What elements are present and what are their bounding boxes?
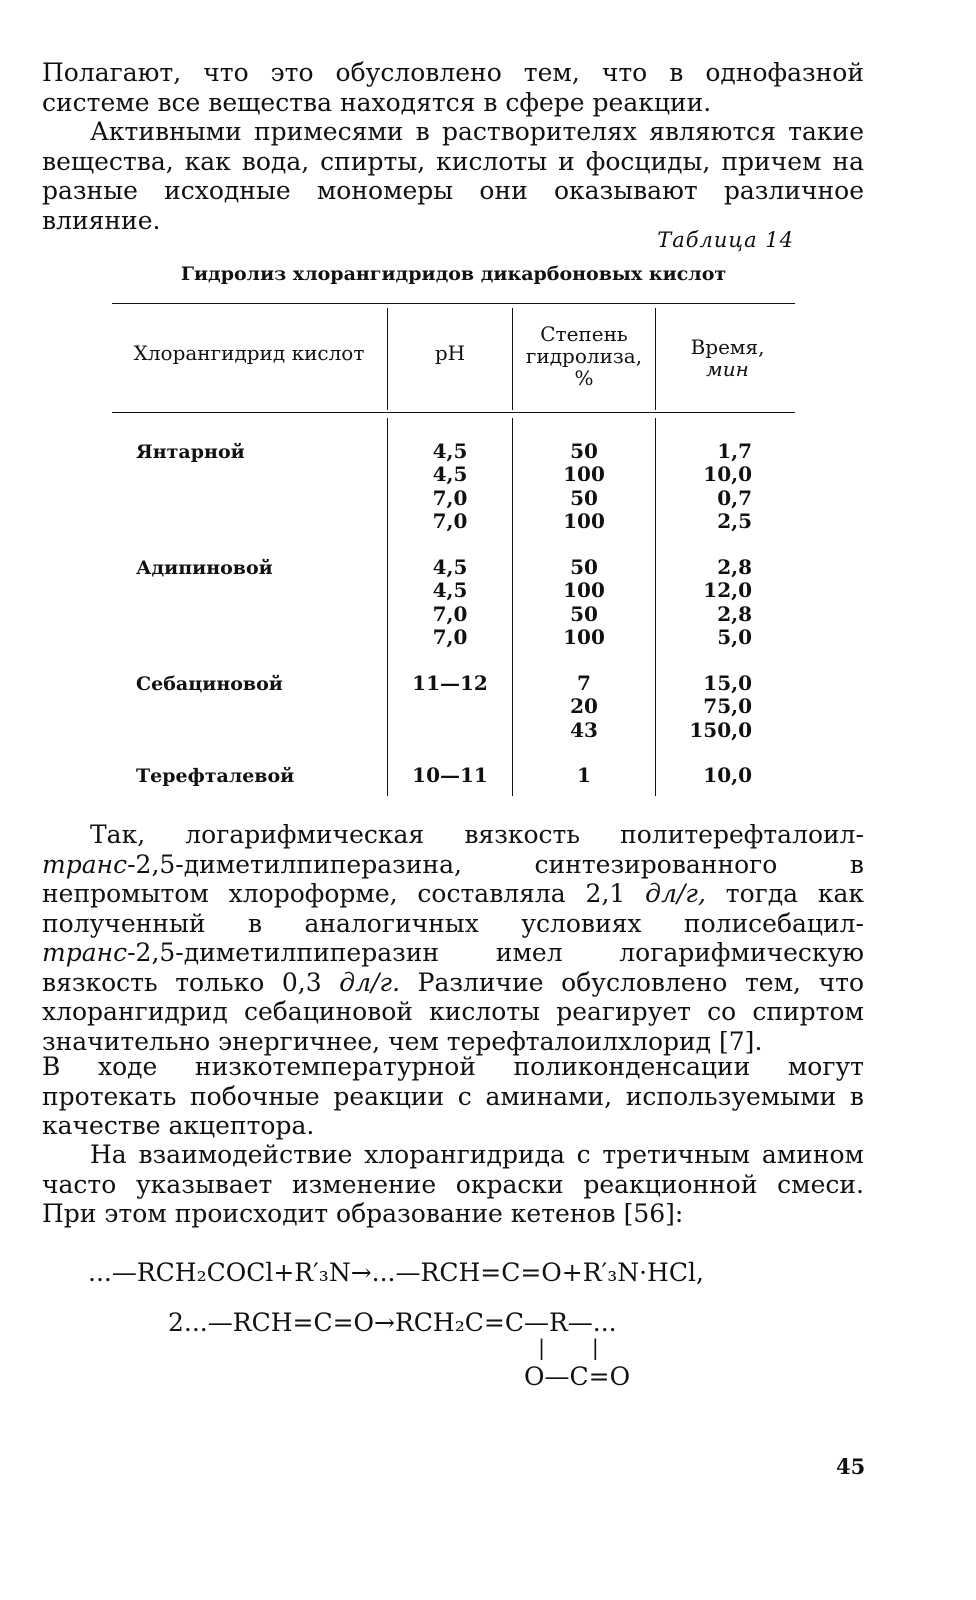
- ph-value: 4,5: [432, 462, 468, 487]
- header-degree-line3: %: [574, 366, 594, 390]
- time-value: 12,0: [703, 578, 752, 603]
- table-caption: Таблица 14: [657, 228, 794, 252]
- ph-value: 7,0: [432, 624, 468, 649]
- paragraph-3: [42, 820, 864, 1056]
- degree-value: 50: [570, 601, 598, 626]
- time-value: 75,0: [703, 694, 752, 719]
- header-degree-line2: гидролиза,: [525, 344, 643, 368]
- time-value: 1,7: [717, 439, 752, 463]
- time-value: 15,0: [703, 671, 752, 695]
- header-time: [660, 336, 795, 380]
- paragraph-3-b: транс: [42, 849, 128, 879]
- time-value: 5,0: [717, 624, 752, 649]
- paragraph-3-e: тогда как полученный в аналогичных условиях полисебацил-: [42, 879, 864, 938]
- paragraph-3-a: Так, логарифмическая вязкость политерефталоил-: [90, 820, 864, 849]
- table-header-rule: [112, 412, 795, 413]
- degree-value: 50: [570, 439, 598, 463]
- time-value: 10,0: [703, 462, 752, 487]
- row-acid-name: Терефталевой: [136, 765, 295, 787]
- equation-2-bonds: | |: [538, 1336, 599, 1360]
- body-divider-3: [655, 418, 656, 796]
- degree-value: 100: [563, 624, 605, 649]
- equation-1: ...—RCH₂COCl+R′₃N→...—RCH=C=O+R′₃N·HCl,: [88, 1258, 704, 1287]
- ph-value: 7,0: [432, 601, 468, 626]
- ph-value: 4,5: [432, 578, 468, 603]
- degree-value: 100: [563, 508, 605, 533]
- ph-value: 11—12: [412, 671, 488, 695]
- paragraph-3-i: Различие обусловлено тем, что хлорангидрид себациновой кислоты реагирует со спиртом значительно энергичнее, чем терефталоилхлорид [7].: [42, 967, 865, 1056]
- row-acid-name: Адипиновой: [136, 557, 273, 579]
- paragraph-5-text: На взаимодействие хлорангидрида с третичным амином часто указывает изменение окраски реакционной смеси. При этом происходит образование кетенов [56]:: [42, 1140, 864, 1228]
- ph-value: 7,0: [432, 508, 468, 533]
- ph-value: 7,0: [432, 485, 468, 510]
- degree-value: 43: [570, 717, 598, 742]
- row-acid-name: Янтарной: [136, 441, 245, 463]
- time-value: 2,8: [717, 601, 752, 626]
- header-degree-line1: Степень: [540, 322, 628, 346]
- paragraph-3-h: дл/г.: [339, 967, 401, 997]
- header-name: Хлорангидрид кислот: [133, 341, 365, 365]
- paragraph-4: В ходе низкотемпературной поликонденсации могут протекать побочные реакции с аминами, используемыми в качестве акцептора.: [42, 1052, 864, 1140]
- paragraph-5: [42, 1140, 864, 1229]
- ph-value: 4,5: [432, 439, 468, 463]
- table-top-rule: [112, 303, 795, 304]
- degree-value: 7: [577, 671, 591, 695]
- paragraph-2-text: Активными примесями в растворителях являются такие вещества, как вода, спирты, кислоты и фосциды, причем на разные исходные мономеры они оказывают различное влияние.: [42, 117, 864, 235]
- ph-value: 10—11: [412, 763, 488, 787]
- time-value: 0,7: [717, 485, 752, 510]
- body-divider-1: [387, 418, 388, 796]
- header-time-line2: мин: [706, 357, 749, 381]
- paragraph-1: Полагают, что это обусловлено тем, что в однофазной системе все вещества находятся в сфере реакции.: [42, 58, 864, 117]
- header-ph: pH: [434, 341, 466, 365]
- equation-2: 2...—RCH=C=O→RCH₂C=C—R—...: [168, 1308, 617, 1337]
- header-divider-3: [655, 308, 656, 410]
- time-value: 2,5: [717, 508, 752, 533]
- degree-value: 1: [577, 763, 591, 787]
- ph-value: 4,5: [432, 555, 468, 579]
- time-value: 150,0: [689, 717, 752, 742]
- page-number: 45: [836, 1454, 866, 1479]
- paragraph-3-c: -2,5-диметилпиперазина, синтезированного в непромытом хлороформе, составляла 2,1: [42, 849, 864, 908]
- header-divider-2: [512, 308, 513, 410]
- degree-value: 50: [570, 485, 598, 510]
- degree-value: 50: [570, 555, 598, 579]
- paragraph-2: [42, 117, 864, 235]
- time-value: 2,8: [717, 555, 752, 579]
- row-acid-name: Себациновой: [136, 673, 283, 695]
- header-divider-1: [387, 308, 388, 410]
- table-title: Гидролиз хлорангидридов дикарбоновых кислот: [180, 263, 727, 285]
- body-divider-2: [512, 418, 513, 796]
- paragraph-3-g: -2,5-диметилпиперазин имел логарифмическую вязкость только 0,3: [42, 938, 864, 997]
- paragraph-3-d: дл/г,: [645, 879, 706, 908]
- header-degree: [515, 323, 653, 389]
- equation-2-substituent: O—C=O: [524, 1362, 631, 1391]
- paragraph-3-f: транс: [42, 938, 128, 967]
- degree-value: 100: [563, 462, 605, 487]
- degree-value: 20: [570, 694, 598, 719]
- degree-value: 100: [563, 578, 605, 603]
- time-value: 10,0: [703, 763, 752, 787]
- header-time-line1: Время,: [690, 335, 765, 359]
